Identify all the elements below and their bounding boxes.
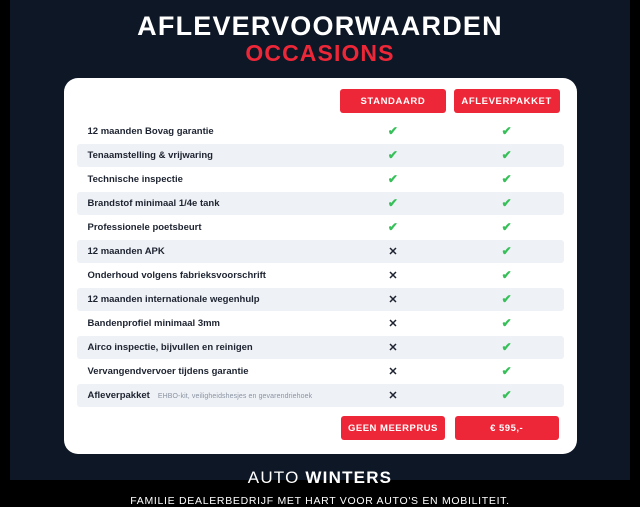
- table-footer-row: [77, 408, 564, 441]
- table-row: [77, 120, 564, 143]
- footer-standaard: [336, 408, 450, 441]
- check-icon: ✔: [501, 124, 512, 139]
- table-body: [77, 120, 564, 407]
- table-row: [77, 312, 564, 335]
- check-icon: ✔: [501, 268, 512, 283]
- table-row: [77, 144, 564, 167]
- cell-afleverpakket: [450, 216, 564, 239]
- table-row: [77, 168, 564, 191]
- page-title: AFLEVERVOORWAARDEN: [137, 11, 503, 41]
- brand-name-light: AUTO: [247, 467, 306, 487]
- cell-standaard: [336, 192, 450, 215]
- cell-afleverpakket: [450, 288, 564, 311]
- table-row: [77, 360, 564, 383]
- table-row: [77, 264, 564, 287]
- row-feature-label: Afleverpakket EHBO-kit, veiligheidshesjes en gevarendriehoek: [77, 384, 337, 407]
- table-header-row: [77, 89, 564, 119]
- cross-icon: ✕: [388, 341, 398, 354]
- page-subtitle: OCCASIONS: [245, 40, 395, 67]
- row-feature-label: Vervangendvervoer tijdens garantie: [87, 365, 249, 377]
- price-badge-standaard[interactable]: GEEN MEERPRUS: [341, 416, 445, 440]
- row-feature-label: Bandenprofiel minimaal 3mm: [87, 317, 221, 329]
- row-feature-label: Brandstof minimaal 1/4e tank: [77, 192, 337, 215]
- check-icon: ✔: [387, 196, 398, 211]
- brand-name: [0, 468, 640, 488]
- table-row: [77, 240, 564, 263]
- cell-standaard: [336, 168, 450, 191]
- row-feature-label: Airco inspectie, bijvullen en reinigen: [77, 336, 337, 359]
- column-header-standaard: [336, 89, 450, 119]
- cross-icon: ✕: [388, 317, 398, 330]
- brand-tagline: FAMILIE DEALERBEDRIJF MET HART VOOR AUTO'S EN MOBILITEIT.: [130, 494, 510, 507]
- check-icon: ✔: [387, 220, 398, 235]
- cell-afleverpakket: [450, 120, 564, 143]
- row-feature-note: EHBO-kit, veiligheidshesjes en gevarendriehoek: [157, 392, 313, 400]
- check-icon: ✔: [501, 148, 512, 163]
- row-feature-label: Professionele poetsbeurt: [87, 221, 202, 233]
- cell-standaard: [336, 144, 450, 167]
- cell-afleverpakket: [450, 240, 564, 263]
- table-row: [77, 336, 564, 359]
- cell-standaard: [336, 360, 450, 383]
- cell-standaard: [336, 240, 450, 263]
- check-icon: ✔: [501, 196, 512, 211]
- cell-afleverpakket: [450, 192, 564, 215]
- cell-standaard: [336, 264, 450, 287]
- price-badge-afleverpakket[interactable]: € 595,-: [455, 416, 559, 440]
- cell-standaard: [336, 312, 450, 335]
- header: [0, 12, 640, 67]
- check-icon: ✔: [501, 244, 512, 259]
- table-row: [77, 384, 564, 407]
- check-icon: ✔: [501, 388, 512, 403]
- table-foot: [77, 408, 564, 441]
- check-icon: ✔: [501, 220, 512, 235]
- table-row: [77, 288, 564, 311]
- check-icon: ✔: [387, 148, 398, 163]
- cell-standaard: [336, 288, 450, 311]
- check-icon: ✔: [387, 172, 398, 187]
- footer: [0, 468, 640, 507]
- footer-spacer: [77, 408, 337, 441]
- row-feature-label: Onderhoud volgens fabrieksvoorschrift: [87, 269, 266, 281]
- check-icon: ✔: [501, 292, 512, 307]
- comparison-table: [77, 88, 564, 442]
- table-head: [77, 89, 564, 119]
- cross-icon: ✕: [388, 245, 398, 258]
- cross-icon: ✕: [388, 293, 398, 306]
- cell-standaard: [336, 216, 450, 239]
- check-icon: ✔: [501, 364, 512, 379]
- row-feature-label: Technische inspectie: [87, 173, 183, 185]
- column-header-afleverpakket-label: AFLEVERPAKKET: [454, 89, 560, 113]
- row-feature-label: Tenaamstelling & vrijwaring: [77, 144, 337, 167]
- feature-column-header: [77, 89, 337, 119]
- cell-standaard: [336, 336, 450, 359]
- cell-standaard: [336, 120, 450, 143]
- column-header-standaard-label: STANDAARD: [340, 89, 446, 113]
- letterbox-left: [0, 0, 10, 480]
- check-icon: ✔: [387, 124, 398, 139]
- brand-name-bold: WINTERS: [305, 467, 393, 487]
- cross-icon: ✕: [388, 365, 398, 378]
- row-feature-label: 12 maanden APK: [77, 240, 337, 263]
- comparison-card: [64, 78, 577, 454]
- table-row: [77, 192, 564, 215]
- cross-icon: ✕: [388, 389, 398, 402]
- footer-afleverpakket: [450, 408, 564, 441]
- cross-icon: ✕: [388, 269, 398, 282]
- check-icon: ✔: [501, 340, 512, 355]
- cell-afleverpakket: [450, 144, 564, 167]
- row-feature-label: 12 maanden Bovag garantie: [87, 125, 214, 137]
- check-icon: ✔: [501, 172, 512, 187]
- column-header-afleverpakket: [450, 89, 564, 119]
- cell-afleverpakket: [450, 360, 564, 383]
- check-icon: ✔: [501, 316, 512, 331]
- cell-afleverpakket: [450, 336, 564, 359]
- cell-afleverpakket: [450, 312, 564, 335]
- table-row: [77, 216, 564, 239]
- cell-afleverpakket: [450, 168, 564, 191]
- cell-afleverpakket: [450, 264, 564, 287]
- cell-afleverpakket: [450, 384, 564, 407]
- cell-standaard: [336, 384, 450, 407]
- row-feature-label: 12 maanden internationale wegenhulp: [77, 288, 337, 311]
- letterbox-right: [630, 0, 640, 480]
